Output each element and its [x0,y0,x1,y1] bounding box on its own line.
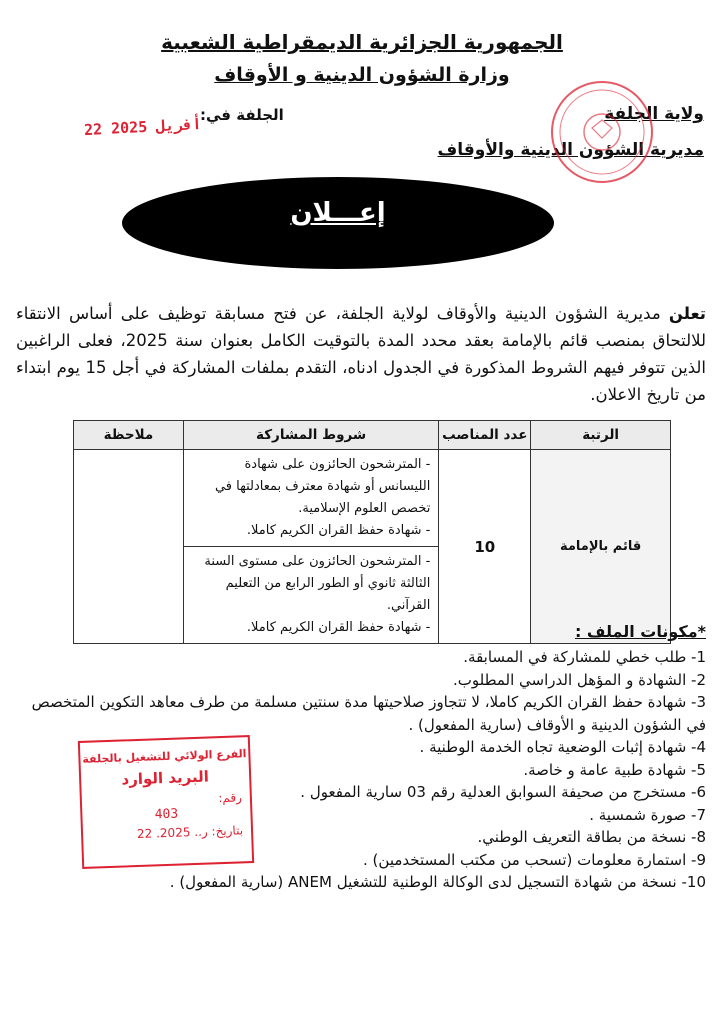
header-conditions: شروط المشاركة [183,421,439,450]
place-label: الجلفة في: [200,106,284,124]
list-item: 5- شهادة طبية عامة و خاصة. [523,760,706,779]
stamp-date-label: بتاريخ: [211,823,244,839]
list-item: 4- شهادة إثبات الوضعية تجاه الخدمة الوطنية . [419,738,706,756]
date-stamp: 22 أفريل 2025 [83,114,202,140]
stamp-date: 22 .ر.. 2025 [136,824,208,842]
list-item: 8- نسخة من بطاقة التعريف الوطني. [477,828,706,846]
republic-heading: الجمهورية الجزائرية الديمقراطية الشعبية [161,30,563,54]
stamp-office: الفرع الولائي للتشغيل بالجلفة [82,747,247,766]
table-row [74,450,671,547]
table-header-row [74,421,671,450]
ministry-heading: وزارة الشؤون الدينية و الأوقاف [214,64,510,86]
list-item: 2- الشهادة و المؤهل الدراسي المطلوب. [452,670,706,689]
announcement-title: إعـــلان [290,198,386,228]
official-seal-icon [528,70,668,190]
directorate-label: مديرية الشؤون الدينية والأوقاف [437,140,704,160]
wilaya-label: ولاية الجلفة [604,104,704,124]
stamp-number-label: رقم: [218,790,243,806]
positions-table [73,420,671,644]
stamp-number: 403 [154,806,179,823]
stamp-title: البريد الوارد [121,767,210,789]
list-item: 9- استمارة معلومات (تسحب من مكتب المستخدمين) . [363,850,706,869]
list-item: 1- طلب خطي للمشاركة في المسابقة. [463,648,706,666]
files-heading: *مكونات الملف : [574,622,706,641]
list-item: 10- نسخة من شهادة التسجيل لدى الوكالة الوطنية للتشغيل ANEM (سارية المفعول) . [169,873,706,891]
list-item: 3- شهادة حفظ القران الكريم كاملا، لا تتجاوز صلاحيتها مدة سنتين مسلمة من طرف معاهد التكوين المتخصص في الشؤون الدينية و الأوقاف (سارية المفعول) . [31,693,706,734]
intro-text: مديرية الشؤون الدينية والأوقاف لولاية الجلفة، عن فتح مسابقة توظيف على أساس الانتقاء للالتحاق بمنصب قائم بالإمامة بعقد محدد المدة بالتوقيت الكامل بعنوان سنة 2025، فعلى الراغبين الذين تتوفر فيهم الشروط المذكورة في الجدول ادناه، التقدم بملفات المشاركة في أجل 15 يوم ابتداء من تاريخ الاعلان. [16,304,707,404]
condition-line: - شهادة حفظ القران الكريم كاملا. [246,523,431,538]
intro-lead: تعلن [668,304,706,323]
posts-cell: 10 [439,450,531,644]
condition-line: - المترشحون الحائزون على مستوى السنة الثالثة ثانوي أو الطور الرابع من التعليم القرآني. [204,554,431,613]
list-item: 6- مستخرج من صحيفة السوابق العدلية رقم 03 سارية المفعول . [300,783,706,801]
stamp-date-row [83,823,251,843]
conditions-cell [183,450,439,547]
condition-line: - المترشحون الحائزون على شهادة الليسانس أو شهادة معترف بمعادلتها في تخصص العلوم الإسلامية. [214,457,431,516]
header-posts: عدد المناصب [439,421,531,450]
header-notes: ملاحظة [74,421,184,450]
condition-line: - شهادة حفظ القران الكريم كاملا. [246,620,431,635]
grade-cell: قائم بالإمامة [531,450,671,644]
notes-cell [74,450,184,644]
conditions-cell [183,547,439,644]
header-grade: الرتبة [531,421,671,450]
list-item: 7- صورة شمسية . [589,805,706,824]
intro-paragraph [16,300,706,408]
incoming-mail-stamp [78,735,254,869]
